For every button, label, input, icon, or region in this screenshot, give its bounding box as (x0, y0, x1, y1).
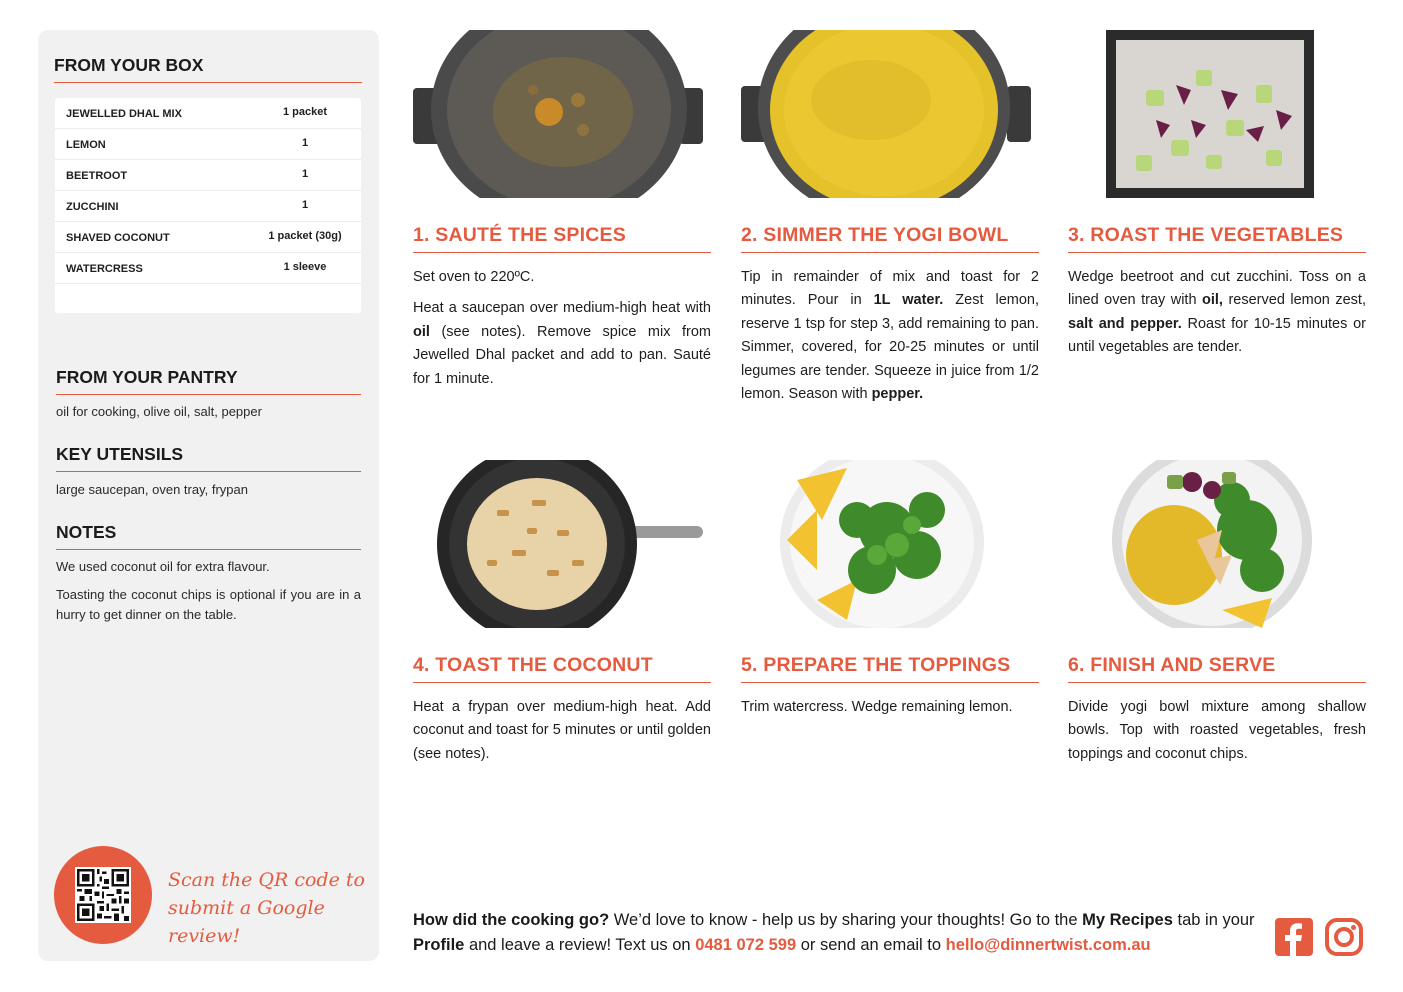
step-6-body (1068, 696, 1366, 774)
step-5-body (741, 696, 1039, 727)
ingredient-quantity: 1 (301, 137, 309, 149)
ingredient-name: WATERCRESS (66, 263, 143, 275)
from-your-box-heading: FROM YOUR BOX (54, 55, 362, 83)
plate-watercress-lemon-photo (777, 460, 987, 628)
email-link[interactable]: hello@dinnertwist.com.au (945, 936, 1151, 954)
step-2-title: 2. SIMMER THE YOGI BOWL (741, 224, 1039, 253)
step-6-title: 6. FINISH AND SERVE (1068, 654, 1366, 683)
ingredient-quantity: 1 (301, 199, 309, 211)
table-row (55, 129, 361, 160)
facebook-icon[interactable] (1275, 918, 1313, 956)
table-row (55, 253, 361, 284)
ingredient-name: SHAVED COCONUT (66, 232, 170, 244)
step-1-body (413, 266, 711, 399)
instagram-icon[interactable] (1325, 918, 1363, 956)
pot-of-yellow-dhal-photo (741, 30, 1031, 198)
step-5-title: 5. PREPARE THE TOPPINGS (741, 654, 1039, 683)
ingredient-name: LEMON (66, 139, 106, 151)
ingredient-quantity: 1 packet (282, 106, 328, 118)
step-3-body (1068, 266, 1366, 368)
qr-code-icon[interactable] (75, 867, 131, 923)
ingredient-quantity: 1 packet (30g) (268, 230, 342, 242)
ingredients-table (55, 98, 361, 313)
utensils-text: large saucepan, oven tray, frypan (56, 482, 248, 497)
step-1-paragraph-1: Set oven to 220ºC. (413, 269, 535, 285)
phone-link[interactable]: 0481 072 599 (695, 936, 797, 954)
step-3-paragraph: Wedge beetroot and cut zucchini. Toss on a lined oven tray with oil, reserved lemon zest, salt and pepper. Roast for 10-15 minutes or until vegetables are tender. (1068, 269, 1366, 356)
step-1-title: 1. SAUTÉ THE SPICES (413, 224, 711, 253)
step-4-paragraph: Heat a frypan over medium-high heat. Add coconut and toast for 5 minutes or until golden (see notes). (413, 699, 711, 762)
table-row (55, 222, 361, 253)
ingredient-name: BEETROOT (66, 170, 128, 182)
qr-caption-line-1: Scan the QR code to (168, 869, 365, 891)
feedback-footer: How did the cooking go? We’d love to know - help us by sharing your thoughts! Go to the My Recipes tab in your Profile and leave a review! Text us on 0481 072 599 or send an email to hello@dinnertwist.com.au (413, 911, 1255, 954)
my-recipes-label: My Recipes (1082, 911, 1173, 929)
step-2-body (741, 266, 1039, 414)
profile-label: Profile (413, 936, 465, 954)
notes-heading: NOTES (56, 522, 361, 550)
ingredient-quantity: 1 (301, 168, 309, 180)
qr-badge[interactable] (54, 846, 152, 944)
table-row (55, 191, 361, 222)
step-5-paragraph: Trim watercress. Wedge remaining lemon. (741, 699, 1013, 715)
from-your-pantry-heading: FROM YOUR PANTRY (56, 367, 361, 395)
qr-caption (168, 866, 368, 950)
ingredient-name: JEWELLED DHAL MIX (66, 108, 182, 120)
step-6-paragraph: Divide yogi bowl mixture among shallow bowls. Top with roasted vegetables, fresh toppings and coconut chips. (1068, 699, 1366, 762)
step-4-body (413, 696, 711, 774)
table-row (55, 160, 361, 191)
step-2-paragraph: Tip in remainder of mix and toast for 2 minutes. Pour in 1L water. Zest lemon, reserve 1 tsp for step 3, add remaining to pan. Simmer, covered, for 20-25 minutes or until legumes are tender. Squeeze in juice from 1/2 lemon. Season with pepper. (741, 269, 1039, 403)
tray-of-beetroot-and-zucchini-photo (1106, 30, 1314, 198)
finished-yogi-bowl-photo (1112, 460, 1312, 628)
step-4-title: 4. TOAST THE COCONUT (413, 654, 711, 683)
key-utensils-heading: KEY UTENSILS (56, 444, 361, 472)
notes-line-1: We used coconut oil for extra flavour. (56, 559, 270, 574)
step-1-paragraph-2: Heat a saucepan over medium-high heat with oil (see notes). Remove spice mix from Jewelled Dhal packet and add to pan. Sauté for 1 minute. (413, 300, 711, 387)
footer-question: How did the cooking go? (413, 911, 610, 929)
pan-with-spices-photo (413, 30, 703, 198)
ingredients-sidebar (38, 30, 379, 961)
step-3-title: 3. ROAST THE VEGETABLES (1068, 224, 1366, 253)
notes-line-2: Toasting the coconut chips is optional if you are in a hurry to get dinner on the table. (56, 587, 361, 622)
ingredient-name: ZUCCHINI (66, 201, 119, 213)
ingredient-quantity: 1 sleeve (283, 261, 327, 273)
table-row (55, 98, 361, 129)
qr-caption-line-2: submit a Google review! (168, 897, 325, 947)
pantry-text: oil for cooking, olive oil, salt, pepper (56, 404, 262, 419)
frypan-toasted-coconut-photo (437, 460, 703, 628)
